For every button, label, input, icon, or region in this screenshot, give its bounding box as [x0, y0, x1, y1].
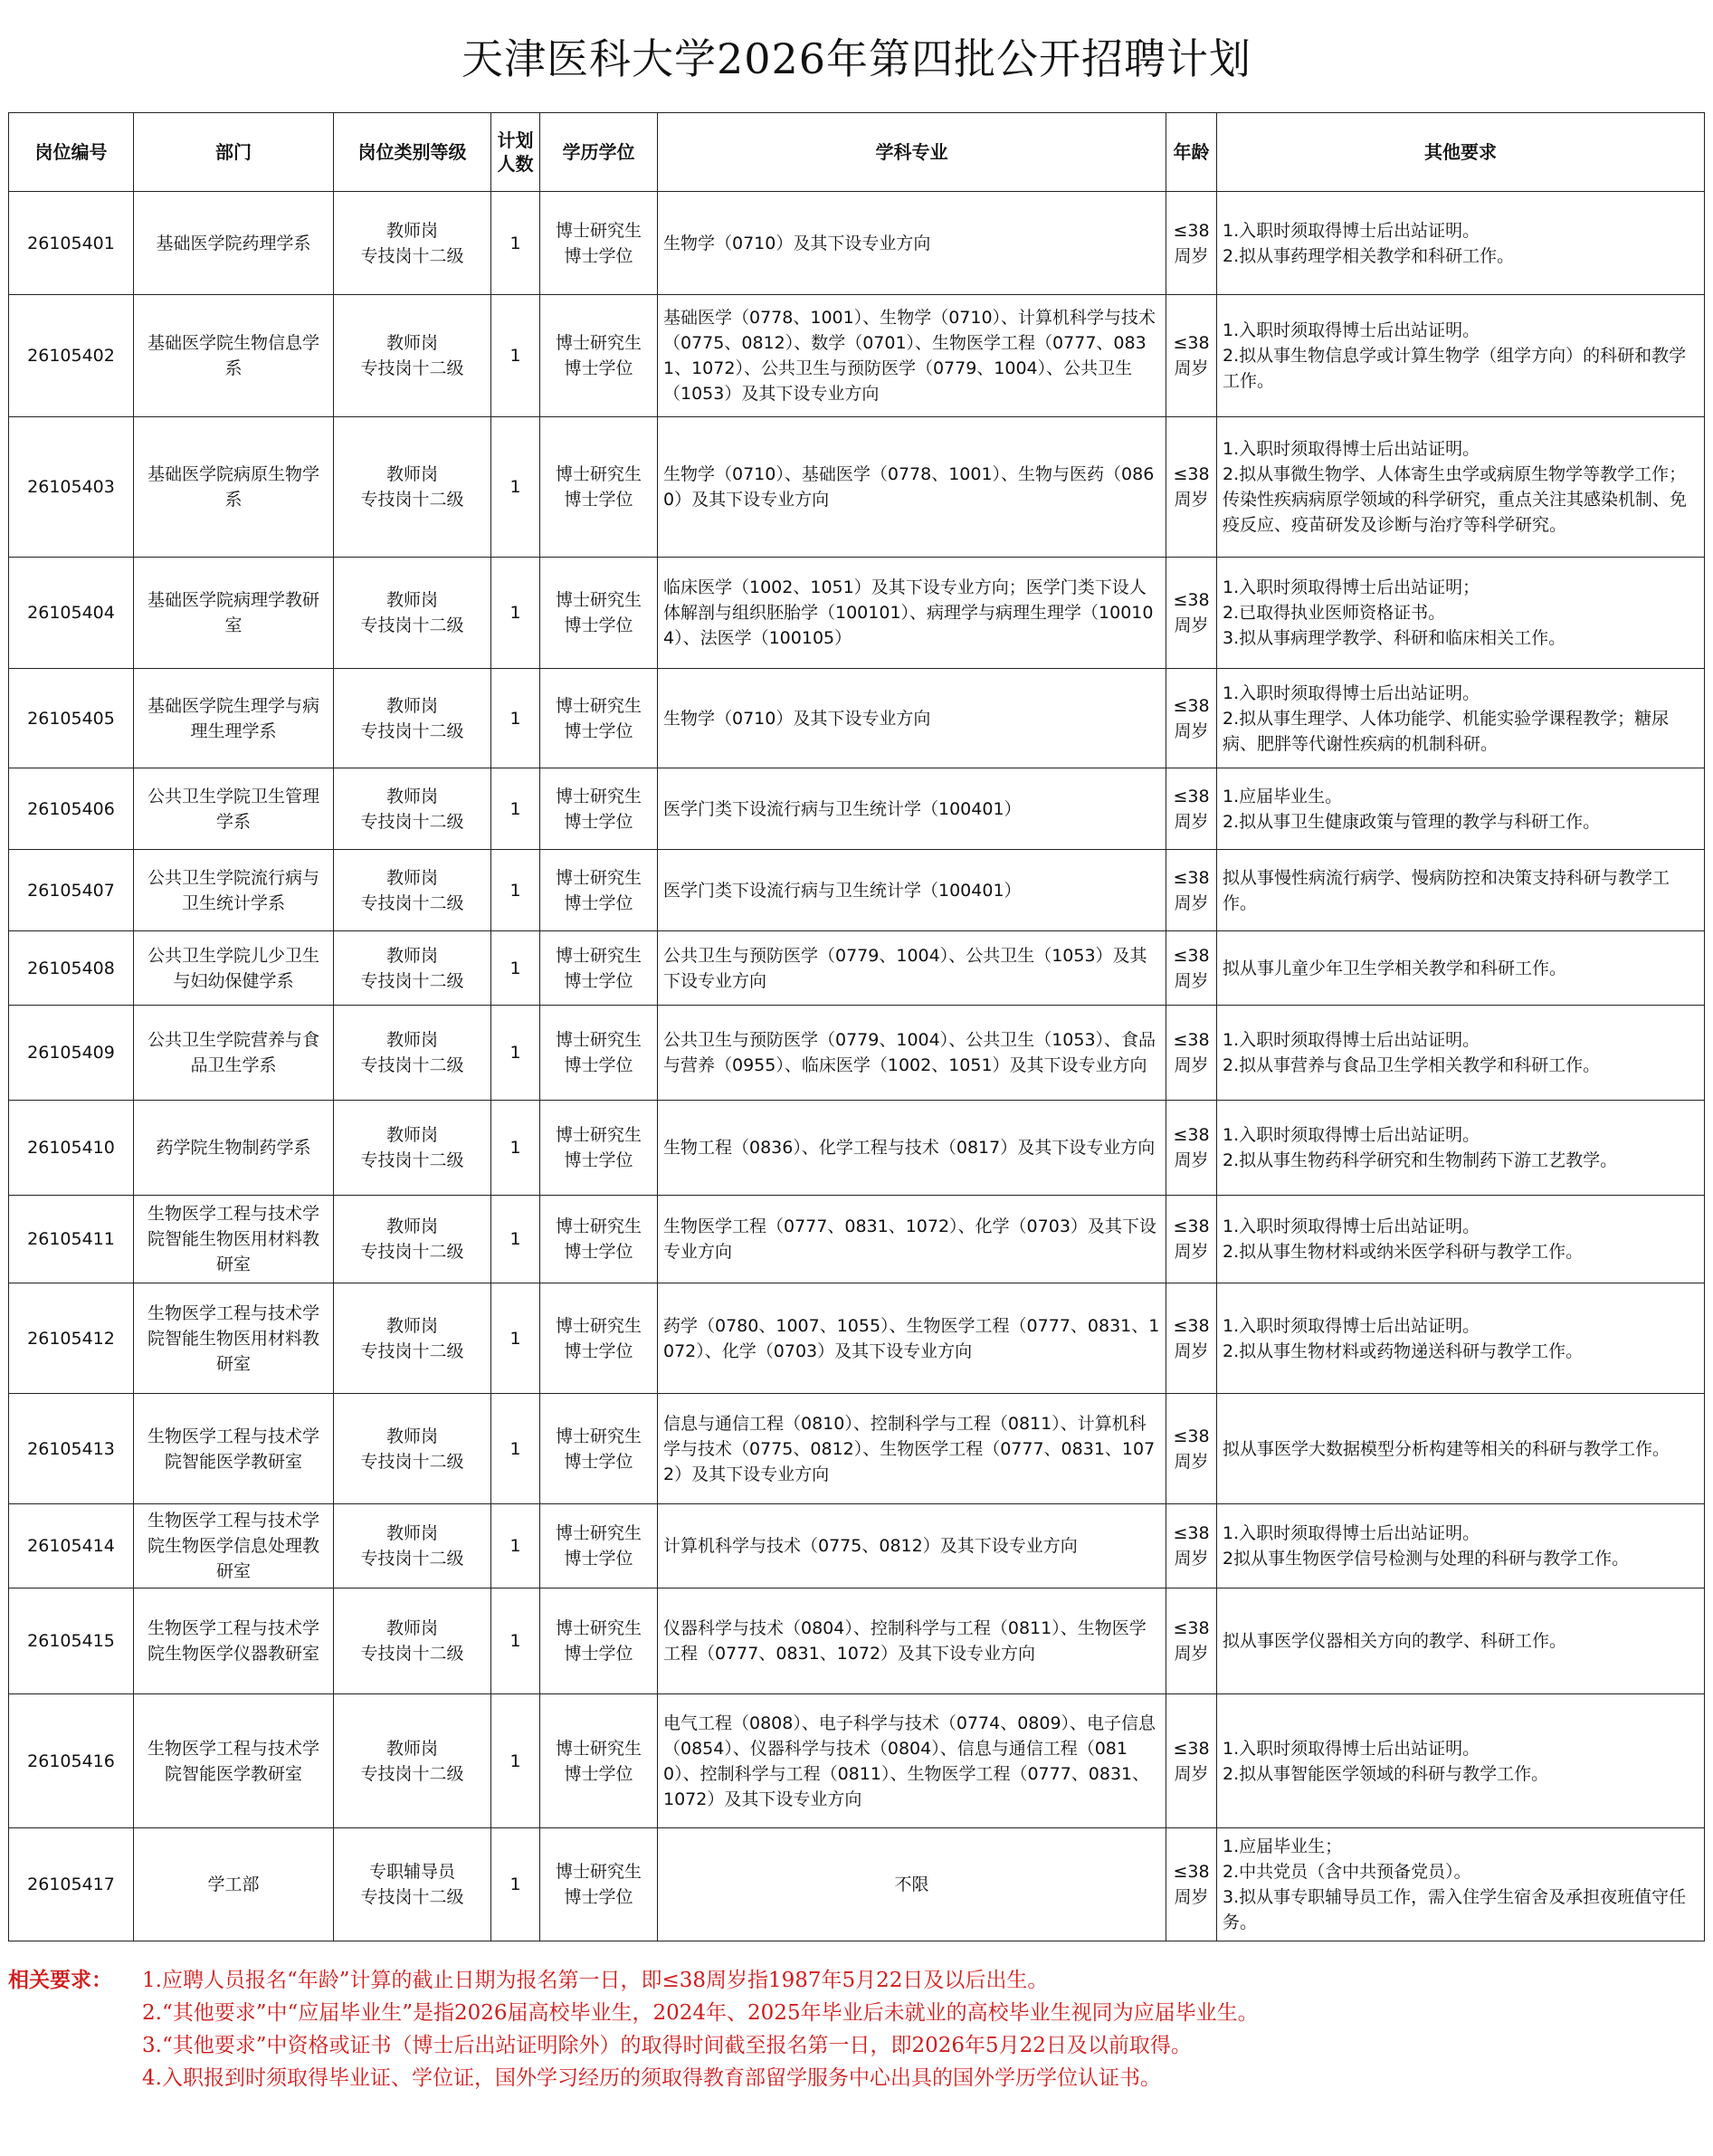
department-cell: 基础医学院生物信息学系: [134, 295, 334, 417]
degree-cell: 博士研究生 博士学位: [540, 1196, 658, 1283]
plan-count-cell: 1: [491, 669, 540, 768]
header-other-requirements: 其他要求: [1217, 113, 1705, 192]
degree-cell: 博士研究生 博士学位: [540, 1828, 658, 1941]
table-row: [9, 417, 1705, 558]
department-cell: 生物医学工程与技术学院智能医学教研室: [134, 1394, 334, 1504]
department-cell: 公共卫生学院营养与食品卫生学系: [134, 1006, 334, 1101]
major-cell: 计算机科学与技术（0775、0812）及其下设专业方向: [658, 1504, 1166, 1588]
age-cell: ≤38 周岁: [1166, 1504, 1217, 1588]
department-cell: 基础医学院药理学系: [134, 192, 334, 295]
position-id-cell: 26105412: [9, 1283, 134, 1394]
header-age: 年龄: [1166, 113, 1217, 192]
major-cell: 医学门类下设流行病与卫生统计学（100401）: [658, 768, 1166, 850]
degree-cell: 博士研究生 博士学位: [540, 192, 658, 295]
other-requirements-cell: 拟从事儿童少年卫生学相关教学和科研工作。: [1217, 931, 1705, 1006]
table-header-row: [9, 113, 1705, 192]
category-level-cell: 教师岗 专技岗十二级: [334, 1283, 491, 1394]
other-requirements-cell: 拟从事慢性病流行病学、慢病防控和决策支持科研与教学工作。: [1217, 850, 1705, 931]
category-level-cell: 教师岗 专技岗十二级: [334, 931, 491, 1006]
table-row: [9, 192, 1705, 295]
department-cell: 生物医学工程与技术学院智能生物医用材料教研室: [134, 1196, 334, 1283]
table-row: [9, 558, 1705, 669]
department-cell: 公共卫生学院流行病与卫生统计学系: [134, 850, 334, 931]
major-cell: 公共卫生与预防医学（0779、1004）、公共卫生（1053）、食品与营养（0955）、临床医学（1002、1051）及其下设专业方向: [658, 1006, 1166, 1101]
category-level-cell: 教师岗 专技岗十二级: [334, 1588, 491, 1694]
table-row: [9, 1283, 1705, 1394]
table-row: [9, 1828, 1705, 1941]
department-cell: 基础医学院病理学教研室: [134, 558, 334, 669]
age-cell: ≤38 周岁: [1166, 1828, 1217, 1941]
major-cell: 不限: [658, 1828, 1166, 1941]
other-requirements-cell: 1.入职时须取得博士后出站证明。 2.拟从事智能医学领域的科研与教学工作。: [1217, 1694, 1705, 1828]
major-cell: 基础医学（0778、1001）、生物学（0710）、计算机科学与技术（0775、0812）、数学（0701）、生物医学工程（0777、0831、1072）、公共卫生与预防医学（0779、1004）、公共卫生（1053）及其下设专业方向: [658, 295, 1166, 417]
age-cell: ≤38 周岁: [1166, 417, 1217, 558]
department-cell: 生物医学工程与技术学院生物医学仪器教研室: [134, 1588, 334, 1694]
department-cell: 生物医学工程与技术学院生物医学信息处理教研室: [134, 1504, 334, 1588]
major-cell: 电气工程（0808）、电子科学与技术（0774、0809）、电子信息（0854）、仪器科学与技术（0804）、信息与通信工程（0810）、控制科学与工程（0811）、生物医学工程（0777、0831、1072）及其下设专业方向: [658, 1694, 1166, 1828]
plan-count-cell: 1: [491, 1006, 540, 1101]
note-item: 1.应聘人员报名“年龄”计算的截止日期为报名第一日，即≤38周岁指1987年5月22日及以后出生。: [142, 1969, 1049, 1992]
major-cell: 生物医学工程（0777、0831、1072）、化学（0703）及其下设专业方向: [658, 1196, 1166, 1283]
category-level-cell: 教师岗 专技岗十二级: [334, 1394, 491, 1504]
position-id-cell: 26105413: [9, 1394, 134, 1504]
other-requirements-cell: 1.入职时须取得博士后出站证明。 2.拟从事生物信息学或计算生物学（组学方向）的科研和教学工作。: [1217, 295, 1705, 417]
degree-cell: 博士研究生 博士学位: [540, 1283, 658, 1394]
other-requirements-cell: 1.入职时须取得博士后出站证明。 2.拟从事生物药科学研究和生物制药下游工艺教学。: [1217, 1101, 1705, 1196]
degree-cell: 博士研究生 博士学位: [540, 1101, 658, 1196]
major-cell: 公共卫生与预防医学（0779、1004）、公共卫生（1053）及其下设专业方向: [658, 931, 1166, 1006]
table-row: [9, 768, 1705, 850]
position-id-cell: 26105407: [9, 850, 134, 931]
age-cell: ≤38 周岁: [1166, 850, 1217, 931]
table-row: [9, 295, 1705, 417]
plan-count-cell: 1: [491, 1504, 540, 1588]
category-level-cell: 教师岗 专技岗十二级: [334, 1504, 491, 1588]
note-item: 3.“其他要求”中资格或证书（博士后出站证明除外）的取得时间截至报名第一日，即2026年5月22日及以前取得。: [142, 2034, 1192, 2057]
plan-count-cell: 1: [491, 1694, 540, 1828]
table-row: [9, 1588, 1705, 1694]
position-id-cell: 26105404: [9, 558, 134, 669]
plan-count-cell: 1: [491, 295, 540, 417]
age-cell: ≤38 周岁: [1166, 1588, 1217, 1694]
degree-cell: 博士研究生 博士学位: [540, 1394, 658, 1504]
category-level-cell: 教师岗 专技岗十二级: [334, 1006, 491, 1101]
age-cell: ≤38 周岁: [1166, 768, 1217, 850]
plan-count-cell: 1: [491, 1828, 540, 1941]
category-level-cell: 教师岗 专技岗十二级: [334, 1196, 491, 1283]
other-requirements-cell: 1.入职时须取得博士后出站证明。 2拟从事生物医学信号检测与处理的科研与教学工作。: [1217, 1504, 1705, 1588]
other-requirements-cell: 1.应届毕业生； 2.中共党员（含中共预备党员）。 3.拟从事专职辅导员工作，需入住学生宿舍及承担夜班值守任务。: [1217, 1828, 1705, 1941]
department-cell: 生物医学工程与技术学院智能医学教研室: [134, 1694, 334, 1828]
header-category-level: 岗位类别等级: [334, 113, 491, 192]
degree-cell: 博士研究生 博士学位: [540, 417, 658, 558]
recruitment-plan-table: [8, 112, 1705, 1941]
degree-cell: 博士研究生 博士学位: [540, 295, 658, 417]
plan-count-cell: 1: [491, 1588, 540, 1694]
note-item: 2.“其他要求”中“应届毕业生”是指2026届高校毕业生，2024年、2025年毕业后未就业的高校毕业生视同为应届毕业生。: [142, 2001, 1259, 2025]
department-cell: 基础医学院病原生物学系: [134, 417, 334, 558]
degree-cell: 博士研究生 博士学位: [540, 850, 658, 931]
other-requirements-cell: 1.入职时须取得博士后出站证明。 2.拟从事微生物学、人体寄生虫学或病原生物学等教学工作；传染性疾病病原学领域的科学研究，重点关注其感染机制、免疫反应、疫苗研发及诊断与治疗等科学研究。: [1217, 417, 1705, 558]
degree-cell: 博士研究生 博士学位: [540, 558, 658, 669]
category-level-cell: 专职辅导员 专技岗十二级: [334, 1828, 491, 1941]
age-cell: ≤38 周岁: [1166, 1694, 1217, 1828]
plan-count-cell: 1: [491, 768, 540, 850]
category-level-cell: 教师岗 专技岗十二级: [334, 417, 491, 558]
plan-count-cell: 1: [491, 417, 540, 558]
notes-list: [142, 1964, 1699, 2094]
category-level-cell: 教师岗 专技岗十二级: [334, 295, 491, 417]
age-cell: ≤38 周岁: [1166, 558, 1217, 669]
plan-count-cell: 1: [491, 192, 540, 295]
position-id-cell: 26105409: [9, 1006, 134, 1101]
department-cell: 生物医学工程与技术学院智能生物医用材料教研室: [134, 1283, 334, 1394]
plan-count-cell: 1: [491, 1196, 540, 1283]
major-cell: 生物学（0710）及其下设专业方向: [658, 192, 1166, 295]
category-level-cell: 教师岗 专技岗十二级: [334, 1101, 491, 1196]
table-row: [9, 1394, 1705, 1504]
major-cell: 生物学（0710）、基础医学（0778、1001）、生物与医药（0860）及其下设专业方向: [658, 417, 1166, 558]
table-row: [9, 1006, 1705, 1101]
category-level-cell: 教师岗 专技岗十二级: [334, 768, 491, 850]
major-cell: 药学（0780、1007、1055）、生物医学工程（0777、0831、1072）、化学（0703）及其下设专业方向: [658, 1283, 1166, 1394]
plan-count-cell: 1: [491, 1101, 540, 1196]
major-cell: 生物学（0710）及其下设专业方向: [658, 669, 1166, 768]
plan-count-cell: 1: [491, 1394, 540, 1504]
department-cell: 药学院生物制药学系: [134, 1101, 334, 1196]
position-id-cell: 26105408: [9, 931, 134, 1006]
category-level-cell: 教师岗 专技岗十二级: [334, 850, 491, 931]
age-cell: ≤38 周岁: [1166, 1101, 1217, 1196]
position-id-cell: 26105417: [9, 1828, 134, 1941]
age-cell: ≤38 周岁: [1166, 295, 1217, 417]
plan-count-cell: 1: [491, 1283, 540, 1394]
degree-cell: 博士研究生 博士学位: [540, 1006, 658, 1101]
major-cell: 仪器科学与技术（0804）、控制科学与工程（0811）、生物医学工程（0777、0831、1072）及其下设专业方向: [658, 1588, 1166, 1694]
position-id-cell: 26105402: [9, 295, 134, 417]
header-plan-count: 计划 人数: [491, 113, 540, 192]
age-cell: ≤38 周岁: [1166, 669, 1217, 768]
position-id-cell: 26105410: [9, 1101, 134, 1196]
major-cell: 临床医学（1002、1051）及其下设专业方向；医学门类下设人体解剖与组织胚胎学（100101）、病理学与病理生理学（100104）、法医学（100105）: [658, 558, 1166, 669]
plan-count-cell: 1: [491, 931, 540, 1006]
degree-cell: 博士研究生 博士学位: [540, 931, 658, 1006]
degree-cell: 博士研究生 博士学位: [540, 1504, 658, 1588]
position-id-cell: 26105406: [9, 768, 134, 850]
degree-cell: 博士研究生 博士学位: [540, 669, 658, 768]
age-cell: ≤38 周岁: [1166, 1196, 1217, 1283]
plan-count-cell: 1: [491, 850, 540, 931]
header-degree: 学历学位: [540, 113, 658, 192]
table-row: [9, 669, 1705, 768]
table-row: [9, 1196, 1705, 1283]
degree-cell: 博士研究生 博士学位: [540, 1588, 658, 1694]
position-id-cell: 26105401: [9, 192, 134, 295]
degree-cell: 博士研究生 博士学位: [540, 768, 658, 850]
other-requirements-cell: 拟从事医学仪器相关方向的教学、科研工作。: [1217, 1588, 1705, 1694]
table-row: [9, 1504, 1705, 1588]
other-requirements-cell: 拟从事医学大数据模型分析构建等相关的科研与教学工作。: [1217, 1394, 1705, 1504]
page-title: 天津医科大学2026年第四批公开招聘计划: [461, 34, 1252, 83]
table-body: [9, 192, 1705, 1941]
header-major: 学科专业: [658, 113, 1166, 192]
header-position-id: 岗位编号: [9, 113, 134, 192]
position-id-cell: 26105416: [9, 1694, 134, 1828]
category-level-cell: 教师岗 专技岗十二级: [334, 669, 491, 768]
table-row: [9, 850, 1705, 931]
category-level-cell: 教师岗 专技岗十二级: [334, 1694, 491, 1828]
other-requirements-cell: 1.应届毕业生。 2.拟从事卫生健康政策与管理的教学与科研工作。: [1217, 768, 1705, 850]
position-id-cell: 26105415: [9, 1588, 134, 1694]
other-requirements-cell: 1.入职时须取得博士后出站证明。 2.拟从事药理学相关教学和科研工作。: [1217, 192, 1705, 295]
age-cell: ≤38 周岁: [1166, 1394, 1217, 1504]
major-cell: 医学门类下设流行病与卫生统计学（100401）: [658, 850, 1166, 931]
table-row: [9, 1694, 1705, 1828]
major-cell: 生物工程（0836）、化学工程与技术（0817）及其下设专业方向: [658, 1101, 1166, 1196]
department-cell: 基础医学院生理学与病理生理学系: [134, 669, 334, 768]
category-level-cell: 教师岗 专技岗十二级: [334, 192, 491, 295]
age-cell: ≤38 周岁: [1166, 1006, 1217, 1101]
position-id-cell: 26105414: [9, 1504, 134, 1588]
other-requirements-cell: 1.入职时须取得博士后出站证明。 2.拟从事生理学、人体功能学、机能实验学课程教学；糖尿病、肥胖等代谢性疾病的机制科研。: [1217, 669, 1705, 768]
major-cell: 信息与通信工程（0810）、控制科学与工程（0811）、计算机科学与技术（0775、0812）、生物医学工程（0777、0831、1072）及其下设专业方向: [658, 1394, 1166, 1504]
other-requirements-cell: 1.入职时须取得博士后出站证明。 2.拟从事生物材料或纳米医学科研与教学工作。: [1217, 1196, 1705, 1283]
age-cell: ≤38 周岁: [1166, 931, 1217, 1006]
department-cell: 公共卫生学院儿少卫生与妇幼保健学系: [134, 931, 334, 1006]
notes-label: 相关要求：: [8, 1968, 112, 1992]
table-row: [9, 1101, 1705, 1196]
header-department: 部门: [134, 113, 334, 192]
category-level-cell: 教师岗 专技岗十二级: [334, 558, 491, 669]
other-requirements-cell: 1.入职时须取得博士后出站证明。 2.拟从事营养与食品卫生学相关教学和科研工作。: [1217, 1006, 1705, 1101]
other-requirements-cell: 1.入职时须取得博士后出站证明。 2.拟从事生物材料或药物递送科研与教学工作。: [1217, 1283, 1705, 1394]
age-cell: ≤38 周岁: [1166, 192, 1217, 295]
degree-cell: 博士研究生 博士学位: [540, 1694, 658, 1828]
position-id-cell: 26105411: [9, 1196, 134, 1283]
table-row: [9, 931, 1705, 1006]
note-item: 4.入职报到时须取得毕业证、学位证，国外学习经历的须取得教育部留学服务中心出具的国外学历学位认证书。: [142, 2066, 1161, 2090]
position-id-cell: 26105403: [9, 417, 134, 558]
department-cell: 学工部: [134, 1828, 334, 1941]
other-requirements-cell: 1.入职时须取得博士后出站证明； 2.已取得执业医师资格证书。 3.拟从事病理学教学、科研和临床相关工作。: [1217, 558, 1705, 669]
department-cell: 公共卫生学院卫生管理学系: [134, 768, 334, 850]
position-id-cell: 26105405: [9, 669, 134, 768]
plan-count-cell: 1: [491, 558, 540, 669]
age-cell: ≤38 周岁: [1166, 1283, 1217, 1394]
